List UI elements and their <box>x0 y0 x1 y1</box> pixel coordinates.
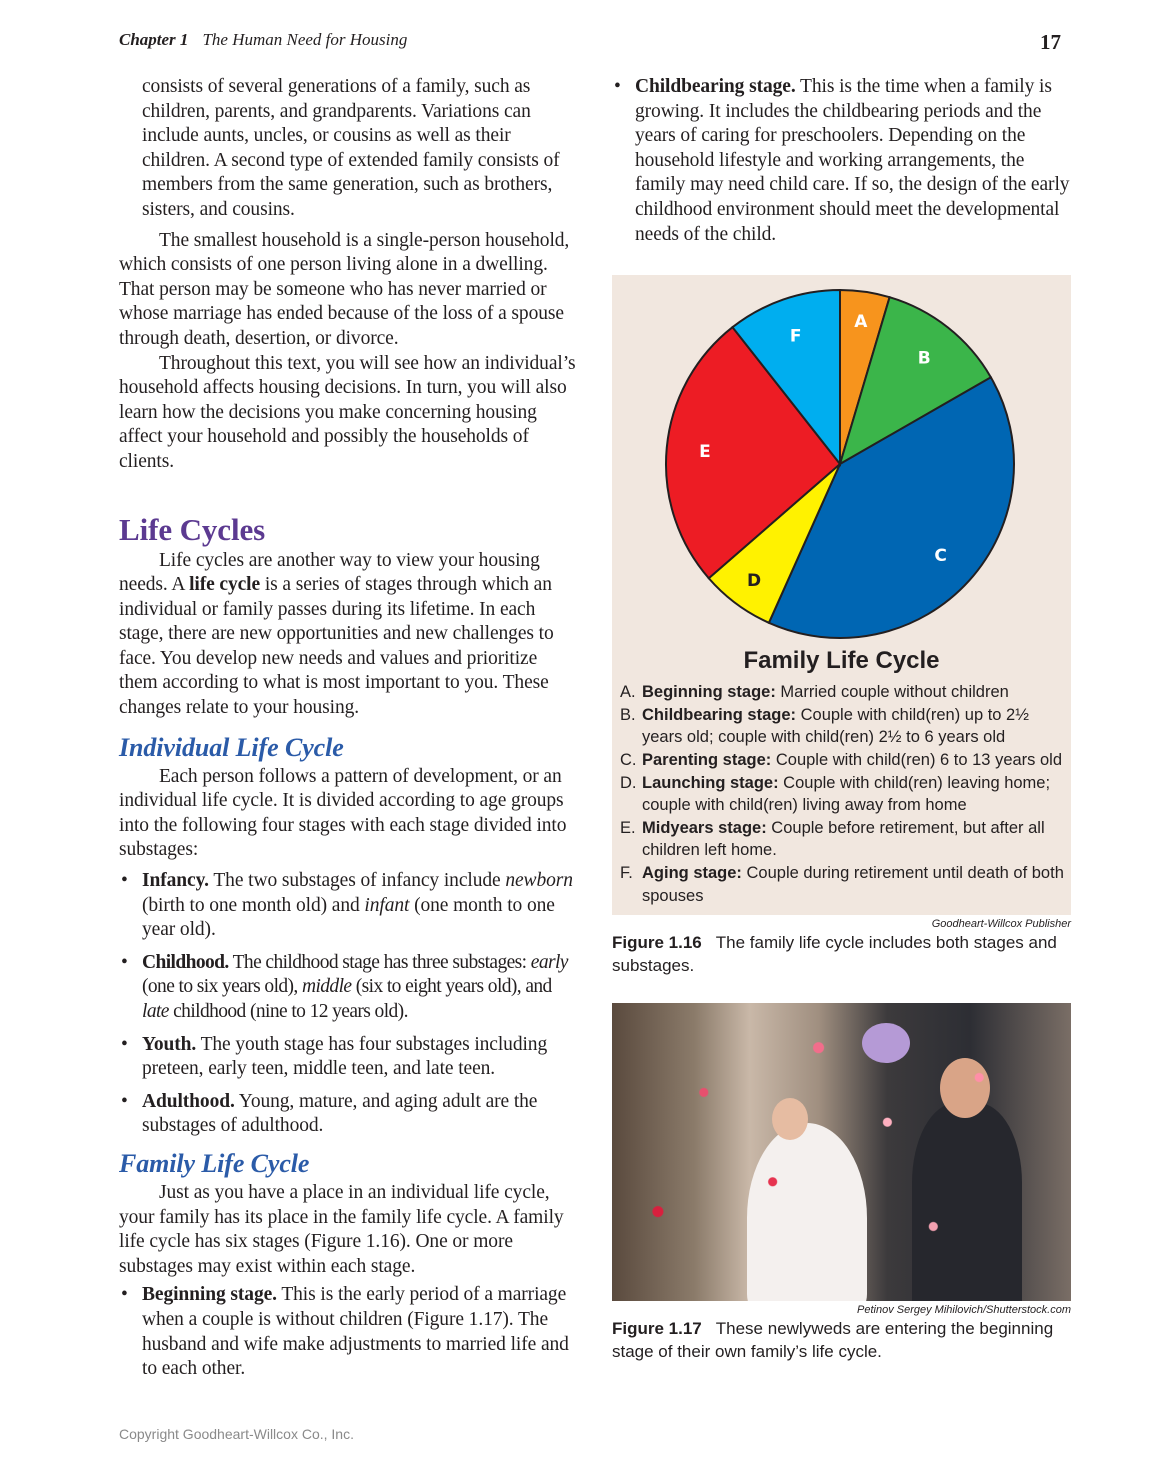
text: is a series of stages through which an individual or family passes during its lifetime. In each stage, there are new opportunities and new challenges to face. You develop new needs and values and prioritize them according to what is most important to you. These changes relate to your housing. <box>119 574 554 719</box>
chapter-title: The Human Need for Housing <box>202 30 408 49</box>
legend-term: Parenting stage: <box>642 750 772 769</box>
legend-term: Aging stage: <box>642 863 742 882</box>
legend-item <box>612 749 1067 772</box>
legend-item <box>612 772 1067 817</box>
figure-label: Figure 1.17 <box>612 1319 702 1339</box>
paragraph: Just as you have a place in an individual life cycle, your family has its place in the family life cycle. A family life cycle has six stages (Figure 1.16). One or more substages may exist within each stage. <box>119 1181 564 1277</box>
text: (birth to one month old) and <box>142 894 365 916</box>
term: Childhood. <box>142 951 229 973</box>
legend-letter: F. <box>620 863 633 882</box>
paragraph: Each person follows a pattern of development, or an individual life cycle. It is divided according to age groups into the following four stages with each stage divided into substages: <box>119 765 567 861</box>
right-column-text <box>612 75 1071 247</box>
legend-text: Couple with child(ren) leaving home; couple with child(ren) living away from home <box>642 773 1051 815</box>
legend-term: Childbearing stage: <box>642 705 797 724</box>
text: The youth stage has four substages including preteen, early teen, middle teen, and late teen. <box>142 1033 548 1080</box>
legend-item <box>612 681 1067 704</box>
legend-term: Launching stage: <box>642 773 779 792</box>
text: late <box>142 1001 169 1022</box>
list-item <box>119 951 577 1025</box>
section-heading-life-cycles: Life Cycles <box>119 511 266 547</box>
legend-text: Couple with child(ren) up to 2½ years old; couple with child(ren) 2½ to 6 years old <box>642 705 1029 747</box>
list-item <box>119 869 577 943</box>
figure-1-16 <box>612 275 1071 915</box>
copyright-footer: Copyright Goodheart-Willcox Co., Inc. <box>119 1425 354 1442</box>
text: (six to eight years old), and <box>351 976 552 998</box>
left-column <box>119 75 577 1390</box>
text: middle <box>301 976 352 998</box>
legend-letter: A. <box>620 683 636 702</box>
text: Life cycles are another way to view your housing needs. A <box>119 549 540 596</box>
slice-label: D <box>746 571 762 592</box>
term: Beginning stage. <box>142 1284 277 1306</box>
newlyweds-photo <box>612 1003 1071 1301</box>
legend-text: Couple during retirement until death of both spouses <box>642 863 1064 905</box>
individual-stage-list <box>119 869 577 1139</box>
paragraph: The smallest household is a single-person household, which consists of one person living alone in a dwelling. That person may be someone who has never married or whose marriage has ended because of the loss of a spouse through death, desertion, or divorce. <box>119 229 570 349</box>
rose-petals <box>612 1003 1071 1301</box>
slice-label: E <box>699 442 711 463</box>
figure-credit: Goodheart-Willcox Publisher <box>931 918 1071 931</box>
list-item <box>119 1090 577 1139</box>
legend-text: Couple with child(ren) 6 to 13 years old <box>771 750 1063 769</box>
subheading-individual-life-cycle: Individual Life Cycle <box>119 732 344 762</box>
right-column <box>612 75 1071 1363</box>
list-item <box>119 1283 577 1381</box>
slice-label: F <box>789 326 802 347</box>
text: The two substages of infancy include <box>208 870 506 892</box>
legend-text: Married couple without children <box>775 683 1009 702</box>
term: Adulthood. <box>142 1090 235 1112</box>
paragraph: consists of several generations of a family, such as children, parents, and grandparents. Variations can include aunts, uncles, or cousins as well as their children. A second type of extended family consists of members from the same generation, such as brothers, sisters, and cousins. <box>142 76 560 220</box>
figure-caption <box>612 1317 1071 1363</box>
legend-term: Beginning stage: <box>642 683 776 702</box>
pie-chart <box>612 275 1071 645</box>
text: childhood (nine to 12 years old). <box>168 1001 408 1022</box>
chart-title: Family Life Cycle <box>743 647 940 675</box>
family-stage-list <box>119 1283 577 1381</box>
photo-credit: Petinov Sergey Mihilovich/Shutterstock.com <box>857 1304 1071 1317</box>
chart-legend <box>612 681 1071 907</box>
figure-label: Figure 1.16 <box>612 933 702 953</box>
legend-item <box>612 817 1067 862</box>
term: Youth. <box>142 1033 197 1055</box>
text: This is the early period of a marriage when a couple is without children (Figure 1.17). The husband and wife make adjustments to married life and to each other. <box>142 1284 569 1380</box>
caption-text: These newlyweds are entering the beginning stage of their own family’s life cycle. <box>612 1319 1054 1362</box>
legend-text: Couple before retirement, but after all children left home. <box>642 818 1045 860</box>
paragraph <box>119 549 577 721</box>
key-term: life cycle <box>189 574 261 596</box>
figure-caption <box>612 931 1071 977</box>
text: This is the time when a family is growing. It includes the childbearing periods and the years of caring for preschoolers. Depending on the household lifestyle and working arrangements, the family may need child care. If so, the design of the early childhood environment should meet the developmental needs of the child. <box>635 76 1070 245</box>
list-item <box>612 75 1071 247</box>
subheading-family-life-cycle: Family Life Cycle <box>119 1148 310 1178</box>
legend-item <box>612 704 1067 749</box>
list-item <box>119 1033 577 1082</box>
running-header <box>119 30 407 50</box>
caption-text: The family life cycle includes both stages and substages. <box>612 933 1057 976</box>
legend-letter: C. <box>620 750 637 769</box>
legend-letter: E. <box>620 818 636 837</box>
page-number: 17 <box>1040 30 1061 54</box>
legend-letter: D. <box>620 773 637 792</box>
slice-label: B <box>917 348 931 369</box>
slice-label: C <box>934 546 947 567</box>
text: infant <box>364 894 410 916</box>
chapter-label: Chapter 1 <box>119 30 189 49</box>
text: early <box>530 951 568 973</box>
legend-letter: B. <box>620 705 636 724</box>
text: (one month to one year old). <box>142 894 555 941</box>
text: Young, mature, and aging adult are the substages of adulthood. <box>142 1090 538 1137</box>
legend-term: Midyears stage: <box>642 818 767 837</box>
slice-label: A <box>854 312 868 333</box>
text: (one to six years old), <box>142 976 302 998</box>
text: newborn <box>505 870 573 892</box>
term: Childbearing stage. <box>635 76 796 97</box>
text: The childhood stage has three substages: <box>228 951 531 973</box>
term: Infancy. <box>142 870 209 892</box>
paragraph: Throughout this text, you will see how an individual’s household affects housing decisions. In turn, you will also learn how the decisions you make concerning housing affect your household and possibly the households of clients. <box>119 352 576 472</box>
legend-item <box>612 862 1067 907</box>
